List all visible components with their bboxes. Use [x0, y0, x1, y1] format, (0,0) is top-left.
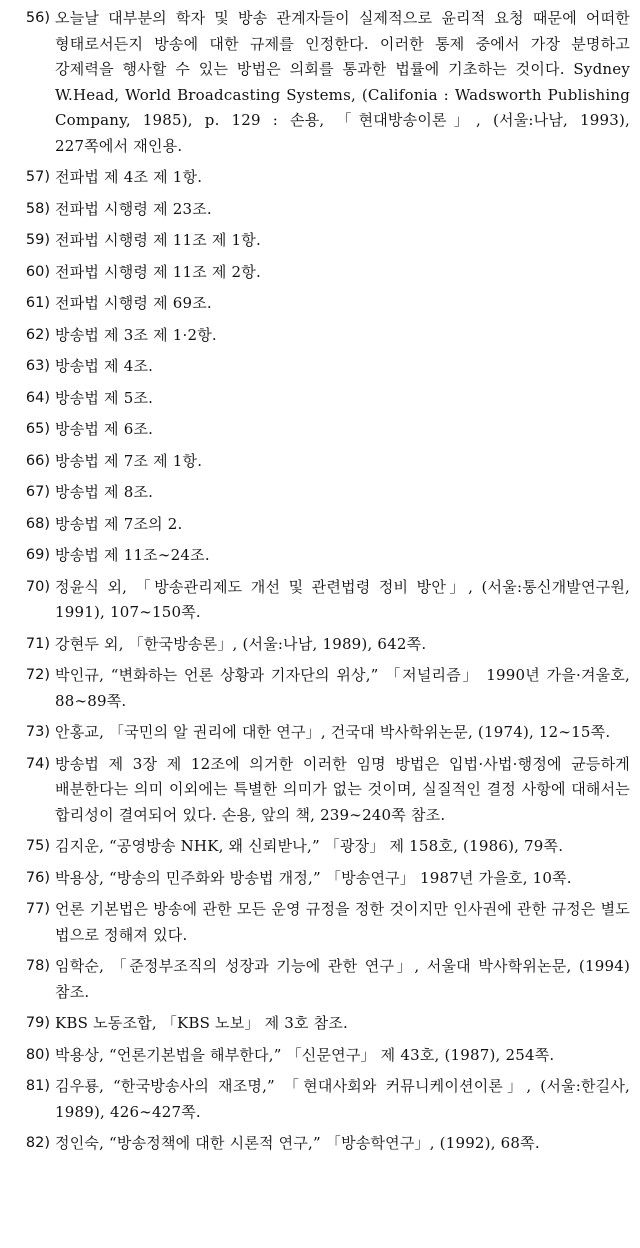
footnote-number: 79) — [25, 1015, 50, 1031]
footnote-number: 82) — [25, 1135, 50, 1151]
footnote-number: 64) — [25, 389, 50, 406]
footnote-70 — [0, 575, 640, 626]
footnote-number: 61) — [25, 295, 50, 311]
footnote-text: 김우룡, “한국방송사의 재조명,” 「현대사회와 커뮤니케이션이론」, (서울:한길사, 1989), 426∼427쪽. — [55, 1077, 630, 1121]
footnote-79 — [0, 1011, 640, 1037]
footnote-69 — [0, 543, 640, 569]
footnote-text: 방송법 제 6조. — [55, 420, 154, 438]
footnote-73 — [0, 720, 640, 746]
footnote-75 — [0, 834, 640, 860]
footnote-59 — [0, 228, 640, 254]
footnote-66 — [0, 449, 640, 475]
footnote-number: 56) — [25, 10, 50, 26]
footnote-text: 방송법 제 3조 제 1·2항. — [55, 325, 217, 344]
footnote-number: 75) — [25, 838, 50, 854]
footnote-60 — [0, 260, 640, 286]
footnote-80 — [0, 1043, 640, 1069]
footnote-text: 방송법 제 3장 제 12조에 의거한 이러한 임명 방법은 입법·사법·행정에 균등하게 배분한다는 의미 이외에는 특별한 의미가 없는 것이며, 실질적인 결정 사항에 대해서는 합리성이 결여되어 있다. 손용, 앞의 책, 239∼240쪽 참조. — [55, 754, 630, 824]
footnote-76 — [0, 866, 640, 892]
footnote-56 — [0, 6, 640, 159]
footnote-78 — [0, 954, 640, 1005]
footnote-text: 방송법 제 4조. — [55, 357, 154, 375]
footnote-text: 방송법 제 11조∼24조. — [55, 546, 210, 564]
footnote-text: 방송법 제 7조의 2. — [55, 514, 183, 533]
footnote-text: 전파법 제 4조 제 1항. — [55, 168, 203, 186]
footnote-77 — [0, 897, 640, 948]
footnote-text: 오늘날 대부분의 학자 및 방송 관계자들이 실제적으로 윤리적 요청 때문에 어떠한 형태로서든지 방송에 대한 규제를 인정한다. 이러한 통제 중에서 가장 분명하고 강제력을 행사할 수 있는 방법은 의회를 통과한 법률에 기초하는 것이다. Sydney W.Head, World Broadcasting Systems, (Califonia : Wadsworth Publishing Company, 1985), p. 129 : 손용, 「현대방송이론」, (서울:나남, 1993), 227쪽에서 재인용. — [55, 9, 630, 155]
footnote-text: 정윤식 외, 「방송관리제도 개선 및 관련법령 정비 방안」, (서울:통신개발연구원, 1991), 107∼150쪽. — [55, 577, 630, 621]
footnote-81 — [0, 1074, 640, 1125]
footnote-text: 방송법 제 7조 제 1항. — [55, 451, 203, 470]
footnote-74 — [0, 752, 640, 829]
footnote-number: 80) — [25, 1046, 50, 1063]
footnote-number: 63) — [25, 358, 50, 374]
footnote-number: 62) — [25, 326, 50, 343]
footnote-text: 전파법 시행령 제 11조 제 2항. — [55, 262, 261, 281]
footnote-67 — [0, 480, 640, 506]
footnote-number: 74) — [25, 755, 50, 772]
footnote-number: 67) — [25, 484, 50, 500]
footnote-number: 73) — [25, 724, 50, 740]
footnote-text: 박용상, “언론기본법을 해부한다,” 「신문연구」 제 43호, (1987), 254쪽. — [55, 1045, 555, 1064]
footnote-65 — [0, 417, 640, 443]
footnote-number: 77) — [25, 901, 50, 917]
footnote-text: KBS 노동조합, 「KBS 노보」 제 3호 참조. — [55, 1014, 348, 1032]
footnote-list — [0, 6, 640, 1163]
footnote-number: 60) — [25, 263, 50, 280]
footnote-text: 박인규, “변화하는 언론 상황과 기자단의 위상,” 「저널리즘」 1990년 가을·겨울호, 88∼89쪽. — [55, 666, 630, 710]
footnote-text: 강현두 외, 「한국방송론」, (서울:나남, 1989), 642쪽. — [55, 634, 427, 653]
footnote-57 — [0, 165, 640, 191]
footnote-number: 71) — [25, 635, 50, 652]
footnote-72 — [0, 663, 640, 714]
footnote-68 — [0, 512, 640, 538]
footnote-number: 78) — [25, 958, 50, 974]
footnote-number: 76) — [25, 869, 50, 886]
footnote-text: 임학순, 「준정부조직의 성장과 기능에 관한 연구」, 서울대 박사학위논문, (1994) 참조. — [55, 957, 630, 1001]
footnote-text: 안홍교, 「국민의 알 권리에 대한 연구」, 건국대 박사학위논문, (1974), 12∼15쪽. — [55, 723, 611, 741]
footnote-text: 정인숙, “방송정책에 대한 시론적 연구,” 「방송학연구」, (1992), 68쪽. — [55, 1134, 540, 1152]
footnote-number: 58) — [25, 200, 50, 217]
footnote-text: 방송법 제 5조. — [55, 388, 154, 407]
footnote-number: 66) — [25, 452, 50, 469]
footnote-82 — [0, 1131, 640, 1157]
footnote-text: 전파법 시행령 제 23조. — [55, 199, 212, 218]
footnote-text: 김지운, “공영방송 NHK, 왜 신뢰받나,” 「광장」 제 158호, (1986), 79쪽. — [55, 837, 564, 855]
footnote-61 — [0, 291, 640, 317]
footnote-63 — [0, 354, 640, 380]
footnote-number: 70) — [25, 578, 50, 595]
footnote-number: 68) — [25, 515, 50, 532]
footnote-number: 59) — [25, 232, 50, 248]
footnote-number: 72) — [25, 667, 50, 683]
footnote-64 — [0, 386, 640, 412]
footnote-62 — [0, 323, 640, 349]
footnote-number: 57) — [25, 169, 50, 185]
footnote-58 — [0, 197, 640, 223]
footnote-text: 방송법 제 8조. — [55, 483, 154, 501]
footnote-number: 69) — [25, 547, 50, 563]
footnote-text: 박용상, “방송의 민주화와 방송법 개정,” 「방송연구」 1987년 가을호, 10쪽. — [55, 868, 572, 887]
footnote-text: 전파법 시행령 제 69조. — [55, 294, 212, 312]
footnote-71 — [0, 632, 640, 658]
footnote-number: 81) — [25, 1078, 50, 1094]
footnote-text: 전파법 시행령 제 11조 제 1항. — [55, 231, 261, 249]
footnote-number: 65) — [25, 421, 50, 437]
footnote-text: 언론 기본법은 방송에 관한 모든 운영 규정을 정한 것이지만 인사권에 관한 규정은 별도 법으로 정해져 있다. — [55, 900, 630, 944]
